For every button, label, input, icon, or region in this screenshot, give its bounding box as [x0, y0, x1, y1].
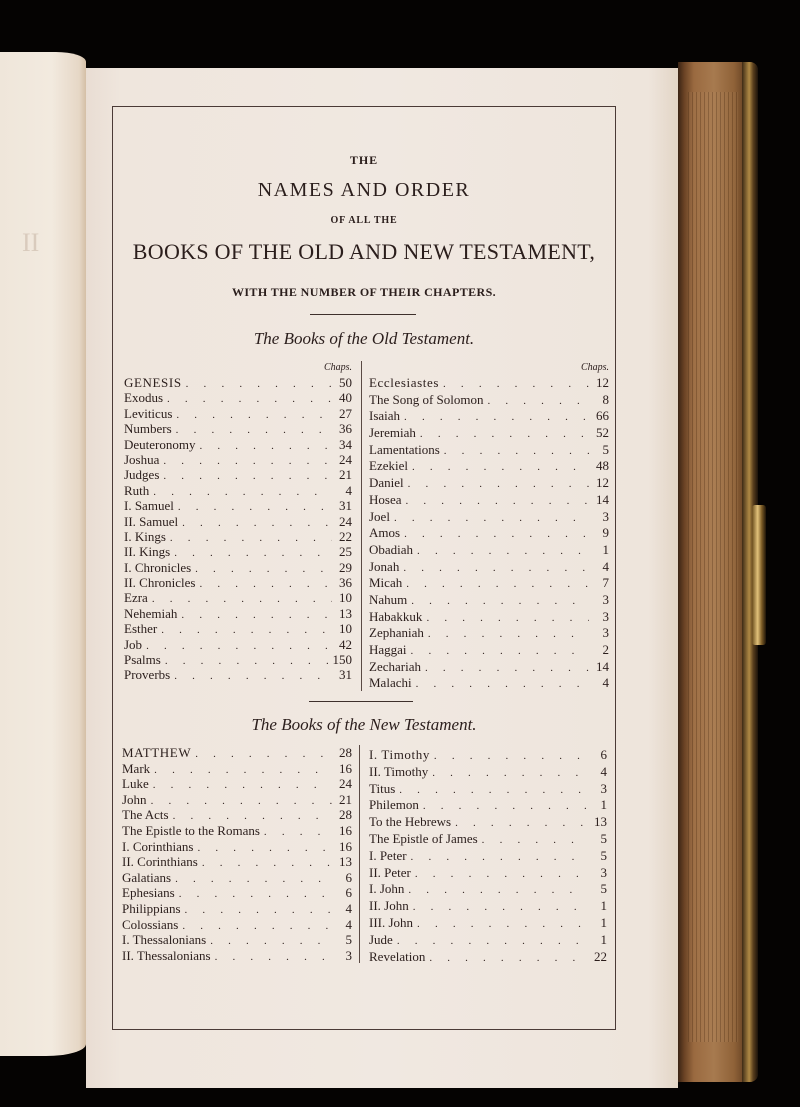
book-entry [122, 885, 352, 901]
book-name: Habakkuk [369, 608, 423, 624]
chapter-count: 3 [600, 864, 607, 880]
book-name: I. Thessalonians [122, 932, 207, 948]
dot-leader [412, 459, 589, 476]
dot-leader [163, 454, 332, 469]
chapter-count: 3 [345, 947, 352, 963]
book-entry [124, 452, 352, 467]
book-name: The Acts [122, 807, 169, 823]
book-entry [369, 814, 607, 831]
book-name: II. Timothy [369, 763, 429, 779]
book-name: II. Thessalonians [122, 947, 211, 963]
book-entry [122, 901, 352, 917]
book-entry [124, 483, 352, 498]
chapter-count: 10 [339, 621, 352, 637]
book-name: Ephesians [122, 885, 175, 901]
book-entry [369, 492, 609, 509]
chapter-count: 1 [600, 898, 607, 914]
title-line-the: THE [349, 153, 379, 167]
dot-leader [420, 426, 589, 443]
dot-leader [170, 531, 332, 546]
chaps-label: Chaps. [323, 362, 352, 373]
chapter-count: 31 [339, 498, 352, 514]
book-entry [369, 949, 607, 966]
chapter-count: 14 [596, 491, 609, 507]
dot-leader [406, 493, 590, 510]
dot-leader [455, 815, 587, 832]
book-name: I. Timothy [369, 747, 430, 762]
old-testament-heading: The Books of the Old Testament. [253, 329, 475, 348]
dot-leader [434, 748, 587, 765]
book-entry [122, 917, 352, 933]
chapter-count: 7 [602, 575, 609, 591]
book-entry [369, 525, 609, 542]
book-name: Galatians [122, 869, 172, 885]
chapter-count: 1 [600, 931, 607, 947]
chapter-count: 36 [339, 421, 352, 437]
dot-leader [429, 950, 587, 967]
book-entry [124, 637, 352, 652]
dot-leader [444, 443, 589, 460]
book-entry [369, 442, 609, 459]
book-name: Micah [369, 575, 403, 591]
chapter-count: 150 [332, 652, 352, 668]
dot-leader [185, 903, 332, 919]
book-entry [124, 590, 352, 605]
chapter-count: 16 [339, 760, 352, 776]
book-name: Zephaniah [369, 625, 424, 641]
dot-leader [181, 608, 332, 623]
chapter-count: 28 [339, 745, 352, 760]
chapter-count: 1 [600, 797, 607, 813]
book-name: GENESIS [124, 375, 182, 390]
dot-leader [408, 476, 589, 493]
book-name: III. John [369, 914, 414, 930]
book-name: Isaiah [369, 408, 401, 424]
book-name: John [122, 791, 147, 807]
divider-rule [309, 701, 413, 702]
dot-leader [174, 669, 332, 684]
book-entry [369, 781, 607, 798]
old-testament-left-column [124, 361, 352, 683]
chapter-count: 3 [602, 508, 609, 524]
book-name: Judges [124, 467, 160, 483]
dot-leader [161, 623, 332, 638]
book-entry [369, 392, 609, 409]
dot-leader [411, 643, 589, 660]
book-entry [369, 898, 607, 915]
book-name: Revelation [369, 948, 426, 964]
dot-leader [432, 765, 587, 782]
book-entry [369, 559, 609, 576]
book-entry [124, 406, 352, 421]
book-entry [124, 529, 352, 544]
dot-leader [178, 500, 332, 515]
dot-leader [416, 676, 589, 693]
book-entry [369, 625, 609, 642]
book-entry [369, 881, 607, 898]
book-entry [122, 745, 352, 761]
divider-rule [310, 314, 416, 315]
book-name: To the Hebrews [369, 814, 452, 830]
chapter-count: 42 [339, 636, 352, 652]
chapter-count: 29 [339, 559, 352, 575]
chapter-count: 12 [596, 375, 609, 390]
chapter-count: 24 [339, 513, 352, 529]
chapter-count: 3 [602, 625, 609, 641]
book-entry [124, 514, 352, 529]
book-name: Ecclesiastes [369, 375, 440, 390]
book-entry [369, 915, 607, 932]
book-name: Proverbs [124, 667, 171, 683]
book-name: Obadiah [369, 541, 414, 557]
book-clasp [752, 505, 766, 645]
dot-leader [482, 832, 587, 849]
chapter-count: 24 [339, 776, 352, 792]
book-entry [124, 498, 352, 513]
book-entry [122, 948, 352, 964]
new-testament-left-column [122, 745, 352, 963]
title-books-heading: BOOKS OF THE OLD AND NEW TESTAMENT, [132, 239, 596, 264]
dot-leader [182, 516, 332, 531]
column-divider [359, 745, 360, 963]
dot-leader [165, 654, 331, 669]
book-entry [369, 659, 609, 676]
book-name: Deuteronomy [124, 436, 196, 452]
dot-leader [199, 439, 332, 454]
chapter-count: 2 [602, 642, 609, 657]
chapter-count: 22 [339, 528, 352, 544]
book-name: Malachi [369, 675, 412, 691]
book-name: II. John [369, 898, 409, 914]
chapter-count: 28 [339, 807, 352, 823]
book-name: Job [124, 636, 143, 652]
new-testament-right-column [369, 747, 607, 965]
book-name: Nehemiah [124, 605, 178, 621]
dot-leader [443, 376, 589, 393]
chapter-count: 1 [600, 914, 607, 930]
book-name: II. Chronicles [124, 575, 196, 591]
book-entry [122, 823, 352, 839]
page-edge-lines [688, 92, 738, 1042]
book-entry [369, 764, 607, 781]
dot-leader [153, 485, 332, 500]
old-testament-right-column [369, 361, 609, 692]
dot-leader [199, 577, 332, 592]
chapter-count: 21 [339, 467, 352, 483]
book-entry [124, 421, 352, 436]
book-name: II. Samuel [124, 513, 179, 529]
title-names-and-order: NAMES AND ORDER [257, 179, 471, 201]
dot-leader [411, 849, 587, 866]
book-name: I. John [369, 881, 405, 897]
contents-frame [112, 106, 616, 1030]
book-entry [369, 592, 609, 609]
book-entry [122, 792, 352, 808]
dot-leader [415, 866, 587, 883]
chapter-count: 50 [339, 375, 352, 390]
book-name: The Song of Solomon [369, 391, 484, 407]
chapter-count: 4 [600, 763, 607, 779]
chapter-count: 4 [602, 675, 609, 691]
chapter-count: 66 [596, 408, 609, 424]
book-name: Colossians [122, 916, 179, 932]
book-entry [124, 375, 352, 390]
dot-leader [394, 510, 589, 527]
column-divider [361, 361, 362, 691]
book-entry [124, 652, 352, 667]
chapter-count: 1 [602, 541, 609, 557]
chapter-count: 6 [345, 869, 352, 885]
book-entry [369, 458, 609, 475]
book-entry [369, 747, 607, 764]
book-name: I. Corinthians [122, 838, 194, 854]
dot-leader [406, 576, 589, 593]
chapter-count: 21 [339, 791, 352, 807]
dot-leader [153, 778, 332, 794]
chapter-count: 6 [600, 747, 607, 762]
dot-leader [397, 933, 587, 950]
book-name: Jeremiah [369, 425, 416, 441]
chapter-count: 22 [594, 948, 607, 964]
chapter-count: 6 [345, 885, 352, 901]
book-name: The Epistle to the Romans [122, 822, 260, 838]
chapter-count: 5 [600, 847, 607, 863]
chapter-count: 4 [345, 900, 352, 916]
book-entry [122, 776, 352, 792]
book-name: I. Samuel [124, 498, 174, 514]
dot-leader [195, 562, 332, 577]
book-entry [369, 375, 609, 392]
book-entry [369, 425, 609, 442]
book-entry [122, 854, 352, 870]
dot-leader [198, 841, 333, 857]
book-entry [124, 544, 352, 559]
chapter-count: 13 [339, 605, 352, 621]
book-entry [369, 509, 609, 526]
chapter-count: 4 [602, 558, 609, 574]
book-name: Titus [369, 780, 396, 796]
book-entry [369, 575, 609, 592]
dot-leader [404, 409, 589, 426]
book-name: Mark [122, 760, 151, 776]
dot-leader [215, 950, 332, 966]
dot-leader [210, 934, 332, 950]
book-entry [122, 807, 352, 823]
dot-leader [425, 660, 589, 677]
dot-leader [175, 872, 332, 888]
book-entry [122, 932, 352, 948]
chapter-count: 5 [602, 441, 609, 457]
chapter-count: 4 [345, 482, 352, 498]
chapter-count: 24 [339, 451, 352, 467]
book-name: MATTHEW [122, 745, 192, 760]
book-name: Philemon [369, 797, 419, 813]
book-name: Leviticus [124, 405, 173, 421]
book-name: The Epistle of James [369, 830, 478, 846]
chapter-count: 16 [339, 822, 352, 838]
dot-leader [417, 916, 587, 933]
book-entry [369, 542, 609, 559]
chapter-count: 14 [596, 658, 609, 674]
chapter-count: 16 [339, 838, 352, 854]
dot-leader [411, 593, 589, 610]
chapter-count: 10 [339, 590, 352, 606]
new-testament-heading: The Books of the New Testament. [251, 715, 477, 734]
dot-leader [264, 825, 332, 841]
book-entry [369, 642, 609, 659]
dot-leader [487, 393, 589, 410]
book-entry [124, 606, 352, 621]
book-name: Ruth [124, 482, 150, 498]
dot-leader [403, 560, 589, 577]
book-name: Philippians [122, 900, 181, 916]
dot-leader [176, 408, 332, 423]
chapter-count: 5 [345, 932, 352, 948]
dot-leader [399, 782, 587, 799]
book-entry [124, 560, 352, 575]
book-entry [369, 609, 609, 626]
dot-leader [146, 639, 332, 654]
book-entry [369, 408, 609, 425]
chapter-count: 5 [600, 881, 607, 897]
book-name: Jude [369, 931, 393, 947]
facing-left-page [0, 52, 86, 1056]
book-entry [124, 437, 352, 452]
chapter-count: 8 [602, 391, 609, 407]
title-subtitle: WITH THE NUMBER OF THEIR CHAPTERS. [231, 285, 497, 299]
book-name: Ezekiel [369, 458, 408, 474]
book-name: Joel [369, 508, 390, 524]
book-entry [124, 667, 352, 682]
title-of-all-the: OF ALL THE [330, 215, 398, 226]
chapter-count: 27 [339, 405, 352, 421]
dot-leader [154, 763, 332, 779]
chapter-count: 34 [339, 436, 352, 452]
book-name: Daniel [369, 475, 404, 491]
dot-leader [426, 610, 589, 627]
chapter-count: 48 [596, 458, 609, 474]
book-name: Numbers [124, 421, 172, 437]
chapter-count: 3 [600, 780, 607, 796]
chapter-count: 9 [602, 525, 609, 541]
book-name: Lamentations [369, 441, 440, 457]
book-name: Jonah [369, 558, 400, 574]
book-entry [369, 848, 607, 865]
book-entry [124, 621, 352, 636]
book-name: Psalms [124, 652, 161, 668]
book-name: Ezra [124, 590, 148, 606]
dot-leader [167, 392, 332, 407]
dot-leader [174, 546, 332, 561]
dot-leader [413, 899, 587, 916]
dot-leader [179, 887, 332, 903]
book-name: I. Kings [124, 528, 166, 544]
chapter-count: 13 [594, 814, 607, 830]
book-entry [124, 467, 352, 482]
chapter-count: 36 [339, 575, 352, 591]
book-entry [369, 865, 607, 882]
chapter-count: 5 [600, 830, 607, 846]
book-name: I. Peter [369, 847, 407, 863]
dot-leader [417, 543, 589, 560]
book-name: Luke [122, 776, 149, 792]
dot-leader [202, 856, 332, 872]
book-name: I. Chronicles [124, 559, 192, 575]
book-name: Zechariah [369, 658, 421, 674]
book-entry [124, 390, 352, 405]
dot-leader [428, 626, 589, 643]
book-entry [122, 870, 352, 886]
chapter-count: 40 [339, 390, 352, 406]
chapter-count: 31 [339, 667, 352, 683]
book-name: Nahum [369, 591, 408, 607]
dot-leader [186, 377, 332, 392]
chapter-count: 25 [339, 544, 352, 560]
book-entry [369, 475, 609, 492]
book-name: II. Peter [369, 864, 411, 880]
dot-leader [195, 747, 332, 763]
chapter-count: 13 [339, 854, 352, 870]
chapter-count: 4 [345, 916, 352, 932]
book-entry [369, 675, 609, 692]
bleed-through-text: II [22, 228, 40, 257]
chapter-count: 52 [596, 425, 609, 441]
book-entry [369, 932, 607, 949]
chapter-count: 3 [602, 608, 609, 624]
book-entry [369, 797, 607, 814]
dot-leader [423, 798, 587, 815]
book-name: II. Kings [124, 544, 171, 560]
book-name: Joshua [124, 451, 160, 467]
book-name: Esther [124, 621, 158, 637]
book-entry [369, 831, 607, 848]
chaps-label: Chaps. [580, 362, 609, 373]
dot-leader [151, 794, 332, 810]
book-entry [122, 761, 352, 777]
book-name: Hosea [369, 491, 402, 507]
chapter-count: 12 [596, 475, 609, 491]
book-name: Amos [369, 525, 401, 541]
dot-leader [408, 882, 587, 899]
dot-leader [163, 469, 332, 484]
chapter-count: 3 [602, 591, 609, 607]
book-entry [122, 839, 352, 855]
book-name: II. Corinthians [122, 854, 198, 870]
book-name: Haggai [369, 642, 407, 657]
book-name: Exodus [124, 390, 163, 406]
dot-leader [404, 526, 589, 543]
book-entry [124, 575, 352, 590]
